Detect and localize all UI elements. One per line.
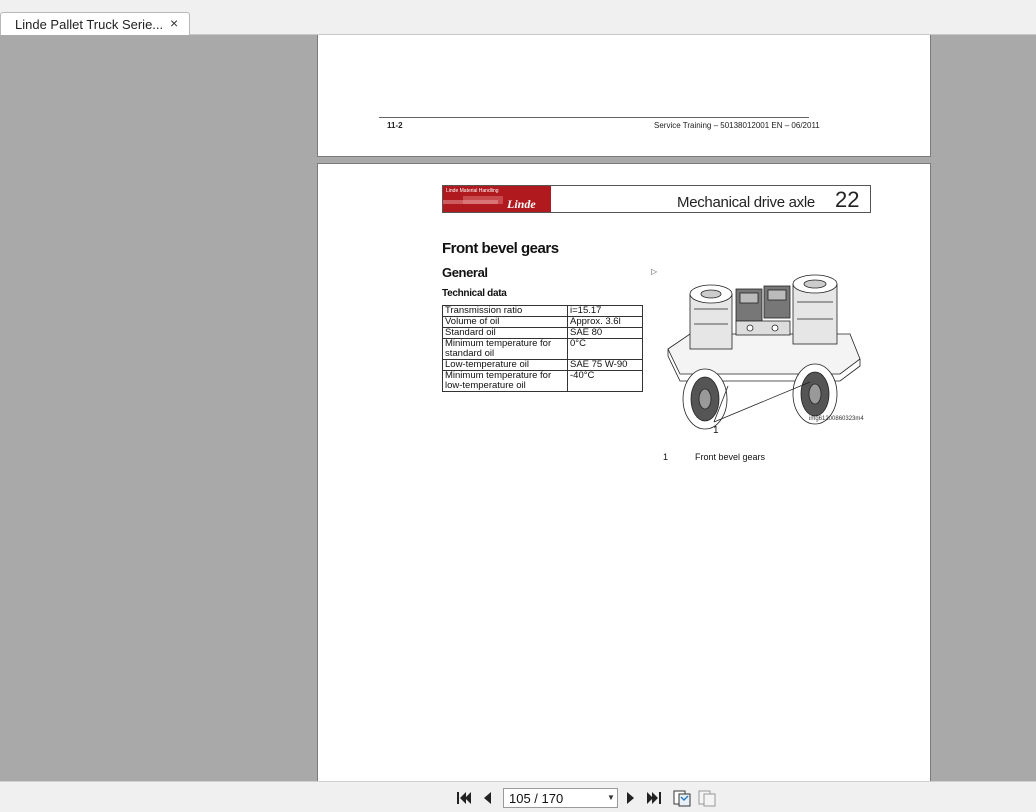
last-page-icon[interactable] — [645, 788, 665, 808]
table-cell-value: Approx. 3.6l — [568, 317, 643, 328]
next-page-icon[interactable] — [621, 788, 641, 808]
previous-page — [317, 35, 931, 157]
table-cell-key: Transmission ratio — [443, 306, 568, 317]
caption-text: Front bevel gears — [695, 452, 766, 462]
logo-wordmark: Linde — [507, 197, 536, 211]
navigation-toolbar — [0, 781, 1036, 812]
table-cell-value: i=15.17 — [568, 306, 643, 317]
prev-page-icon[interactable] — [477, 788, 497, 808]
document-tab[interactable] — [0, 12, 190, 35]
section-title: Mechanical drive axle — [677, 194, 815, 211]
table-cell-key: Volume of oil — [443, 317, 568, 328]
image-id: img61200860323m4 — [809, 416, 864, 422]
first-page-icon[interactable] — [453, 788, 473, 808]
technical-data-heading: Technical data — [442, 288, 507, 299]
bookmark-marker-icon: ▷ — [651, 267, 658, 276]
fit-page-icon[interactable] — [672, 788, 692, 808]
caption-number: 1 — [663, 452, 669, 462]
table-cell-value: SAE 80 — [568, 328, 643, 339]
document-viewer[interactable] — [0, 35, 1036, 781]
table-row — [443, 339, 643, 360]
table-cell-key: Standard oil — [443, 328, 568, 339]
tab-title[interactable]: Linde Pallet Truck Serie... — [15, 17, 164, 32]
page-indicator[interactable]: 105 / 170 — [509, 791, 564, 806]
footer-rule — [379, 117, 809, 118]
logo-tagline: Linde Material Handling — [446, 188, 499, 194]
table-row — [443, 371, 643, 392]
drive-axle-illustration — [660, 264, 865, 439]
table-cell-key: Low-temperature oil — [443, 360, 568, 371]
table-row — [443, 317, 643, 328]
chevron-down-icon[interactable]: ▼ — [607, 793, 615, 802]
table-row — [443, 360, 643, 371]
table-row — [443, 306, 643, 317]
current-page — [317, 163, 931, 781]
footer-text: Service Training – 50138012001 EN – 06/2011 — [654, 121, 820, 130]
tab-bar — [0, 0, 1036, 35]
section-banner — [442, 185, 871, 213]
subheading: General — [442, 265, 488, 280]
two-page-icon[interactable] — [697, 788, 717, 808]
footer-page-number: 11-2 — [387, 121, 403, 130]
section-number: 22 — [835, 187, 860, 212]
table-cell-key: Minimum temperature for low-temperature oil — [443, 371, 568, 392]
page-number-selector[interactable] — [503, 788, 618, 808]
linde-logo — [443, 186, 551, 212]
page-heading: Front bevel gears — [442, 240, 559, 257]
table-row — [443, 328, 643, 339]
figure-callout: 1 — [713, 425, 719, 436]
table-cell-key: Minimum temperature for standard oil — [443, 339, 568, 360]
table-cell-value: -40°C — [568, 371, 643, 392]
table-cell-value: 0°C — [568, 339, 643, 360]
technical-data-table — [442, 305, 643, 392]
close-icon[interactable]: × — [170, 15, 179, 31]
table-cell-value: SAE 75 W-90 — [568, 360, 643, 371]
